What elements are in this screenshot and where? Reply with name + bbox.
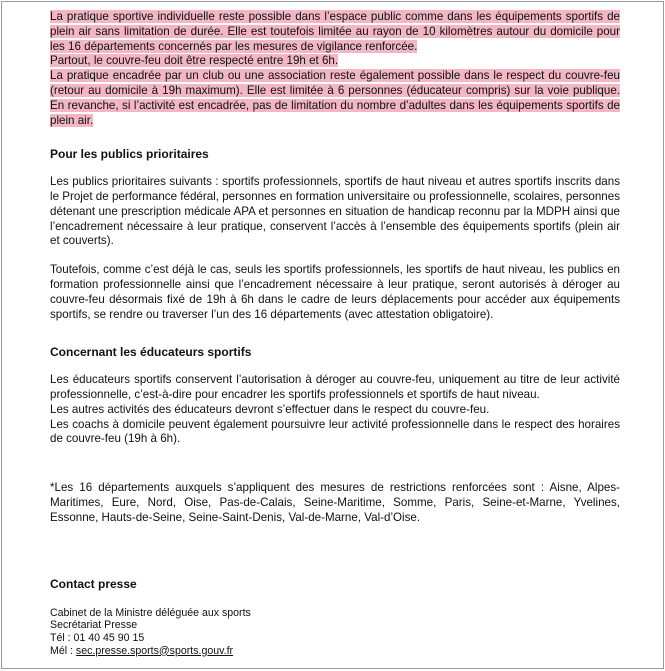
section-title-educateurs: Concernant les éducateurs sportifs (50, 345, 252, 360)
contact-email-link[interactable]: sec.presse.sports@sports.gouv.fr (75, 644, 234, 657)
section-gap (50, 322, 620, 345)
educateurs-paragraph-2: Les autres activités des éducateurs devront s’effectuer dans le respect du couvre-feu. (50, 402, 490, 416)
paragraph-gap (50, 249, 620, 263)
educateurs-paragraph-1: Les éducateurs sportifs conservent l’autorisation à déroger au couvre-feu, uniquement au titre de leur activité professionnelle, c’est-à-dire pour encadrer les sportifs professionnels et sportifs de haut niveau. (50, 373, 620, 401)
contact-mail-label: Mél : (50, 644, 76, 657)
document-body (50, 10, 620, 526)
section-title-publics: Pour les publics prioritaires (50, 147, 209, 162)
footnote-departements: *Les 16 départements auxquels s’appliquent des mesures de restrictions renforcées sont : Aisne, Alpes-Maritimes, Eure, Nord, Oise, Pas-de-Calais, Seine-Maritime, Somme, Paris, Seine-et-Marne, Yvelines, Essonne, Hauts-de-Seine, Seine-Saint-Denis, Val-de-Marne, Val-d’Oise. (50, 481, 620, 524)
contact-secretariat: Secrétariat Presse (50, 619, 138, 632)
publics-paragraph-2: Toutefois, comme c’est déjà le cas, seuls les sportifs professionnels, les sportifs de haut niveau, les publics en formation professionnelle ainsi que l’encadrement nécessaire à leur pratique, seront autorisés à déroger au couvre-feu désormais fixé de 19h à 6h dans le cadre de leurs déplacements pour accéder aux équipements sportifs, se rendre ou traverser l’un des 16 départements (avec attestation obligatoire). (50, 263, 620, 321)
highlighted-paragraph-supervised (50, 69, 620, 128)
highlight-text-2: Partout, le couvre-feu doit être respecté entre 19h et 6h. (50, 54, 339, 68)
contact-block (50, 577, 550, 657)
document-page (1, 1, 664, 669)
contact-details (50, 607, 550, 657)
publics-paragraph-1: Les publics prioritaires suivants : sportifs professionnels, sportifs de haut niveau et autres sportifs inscrits dans le Projet de performance fédéral, personnes en formation universitaire ou professionnelle, scolaires, personnes détenant une prescription médicale APA et personnes en situation de handicap reconnu par la MDPH ainsi que l’encadrement nécessaire à leur pratique, conservent l’accès à l’ensemble des équipements sportifs (plein air et couverts). (50, 175, 620, 248)
contact-title: Contact presse (50, 577, 137, 591)
contact-cabinet: Cabinet de la Ministre déléguée aux sports (50, 606, 251, 619)
highlighted-paragraph-individual (50, 10, 620, 54)
contact-mail-line (50, 645, 550, 658)
highlight-text-3: La pratique encadrée par un club ou une association reste également possible dans le respect du couvre-feu (retour au domicile à 19h maximum). Elle est limitée à 6 personnes (éducateur compris) sur la voie publique. En revanche, si l’activité est encadrée, pas de limitation du nombre d’adultes dans les équipements sportifs de plein air. (50, 69, 620, 127)
educateurs-paragraph-3: Les coachs à domicile peuvent également poursuivre leur activité professionnelle dans le respect des horaires de couvre-feu (19h à 6h). (50, 417, 620, 446)
highlight-text-1: La pratique sportive individuelle reste possible dans l’espace public comme dans les équipements sportifs de plein air sans limitation de durée. Elle est toutefois limitée au rayon de 10 kilomètres autour du domicile pour les 16 départements concernés par les mesures de vigilance renforcée. (50, 10, 620, 53)
highlighted-paragraph-curfew (50, 54, 620, 69)
contact-phone: Tél : 01 40 45 90 15 (50, 631, 145, 644)
